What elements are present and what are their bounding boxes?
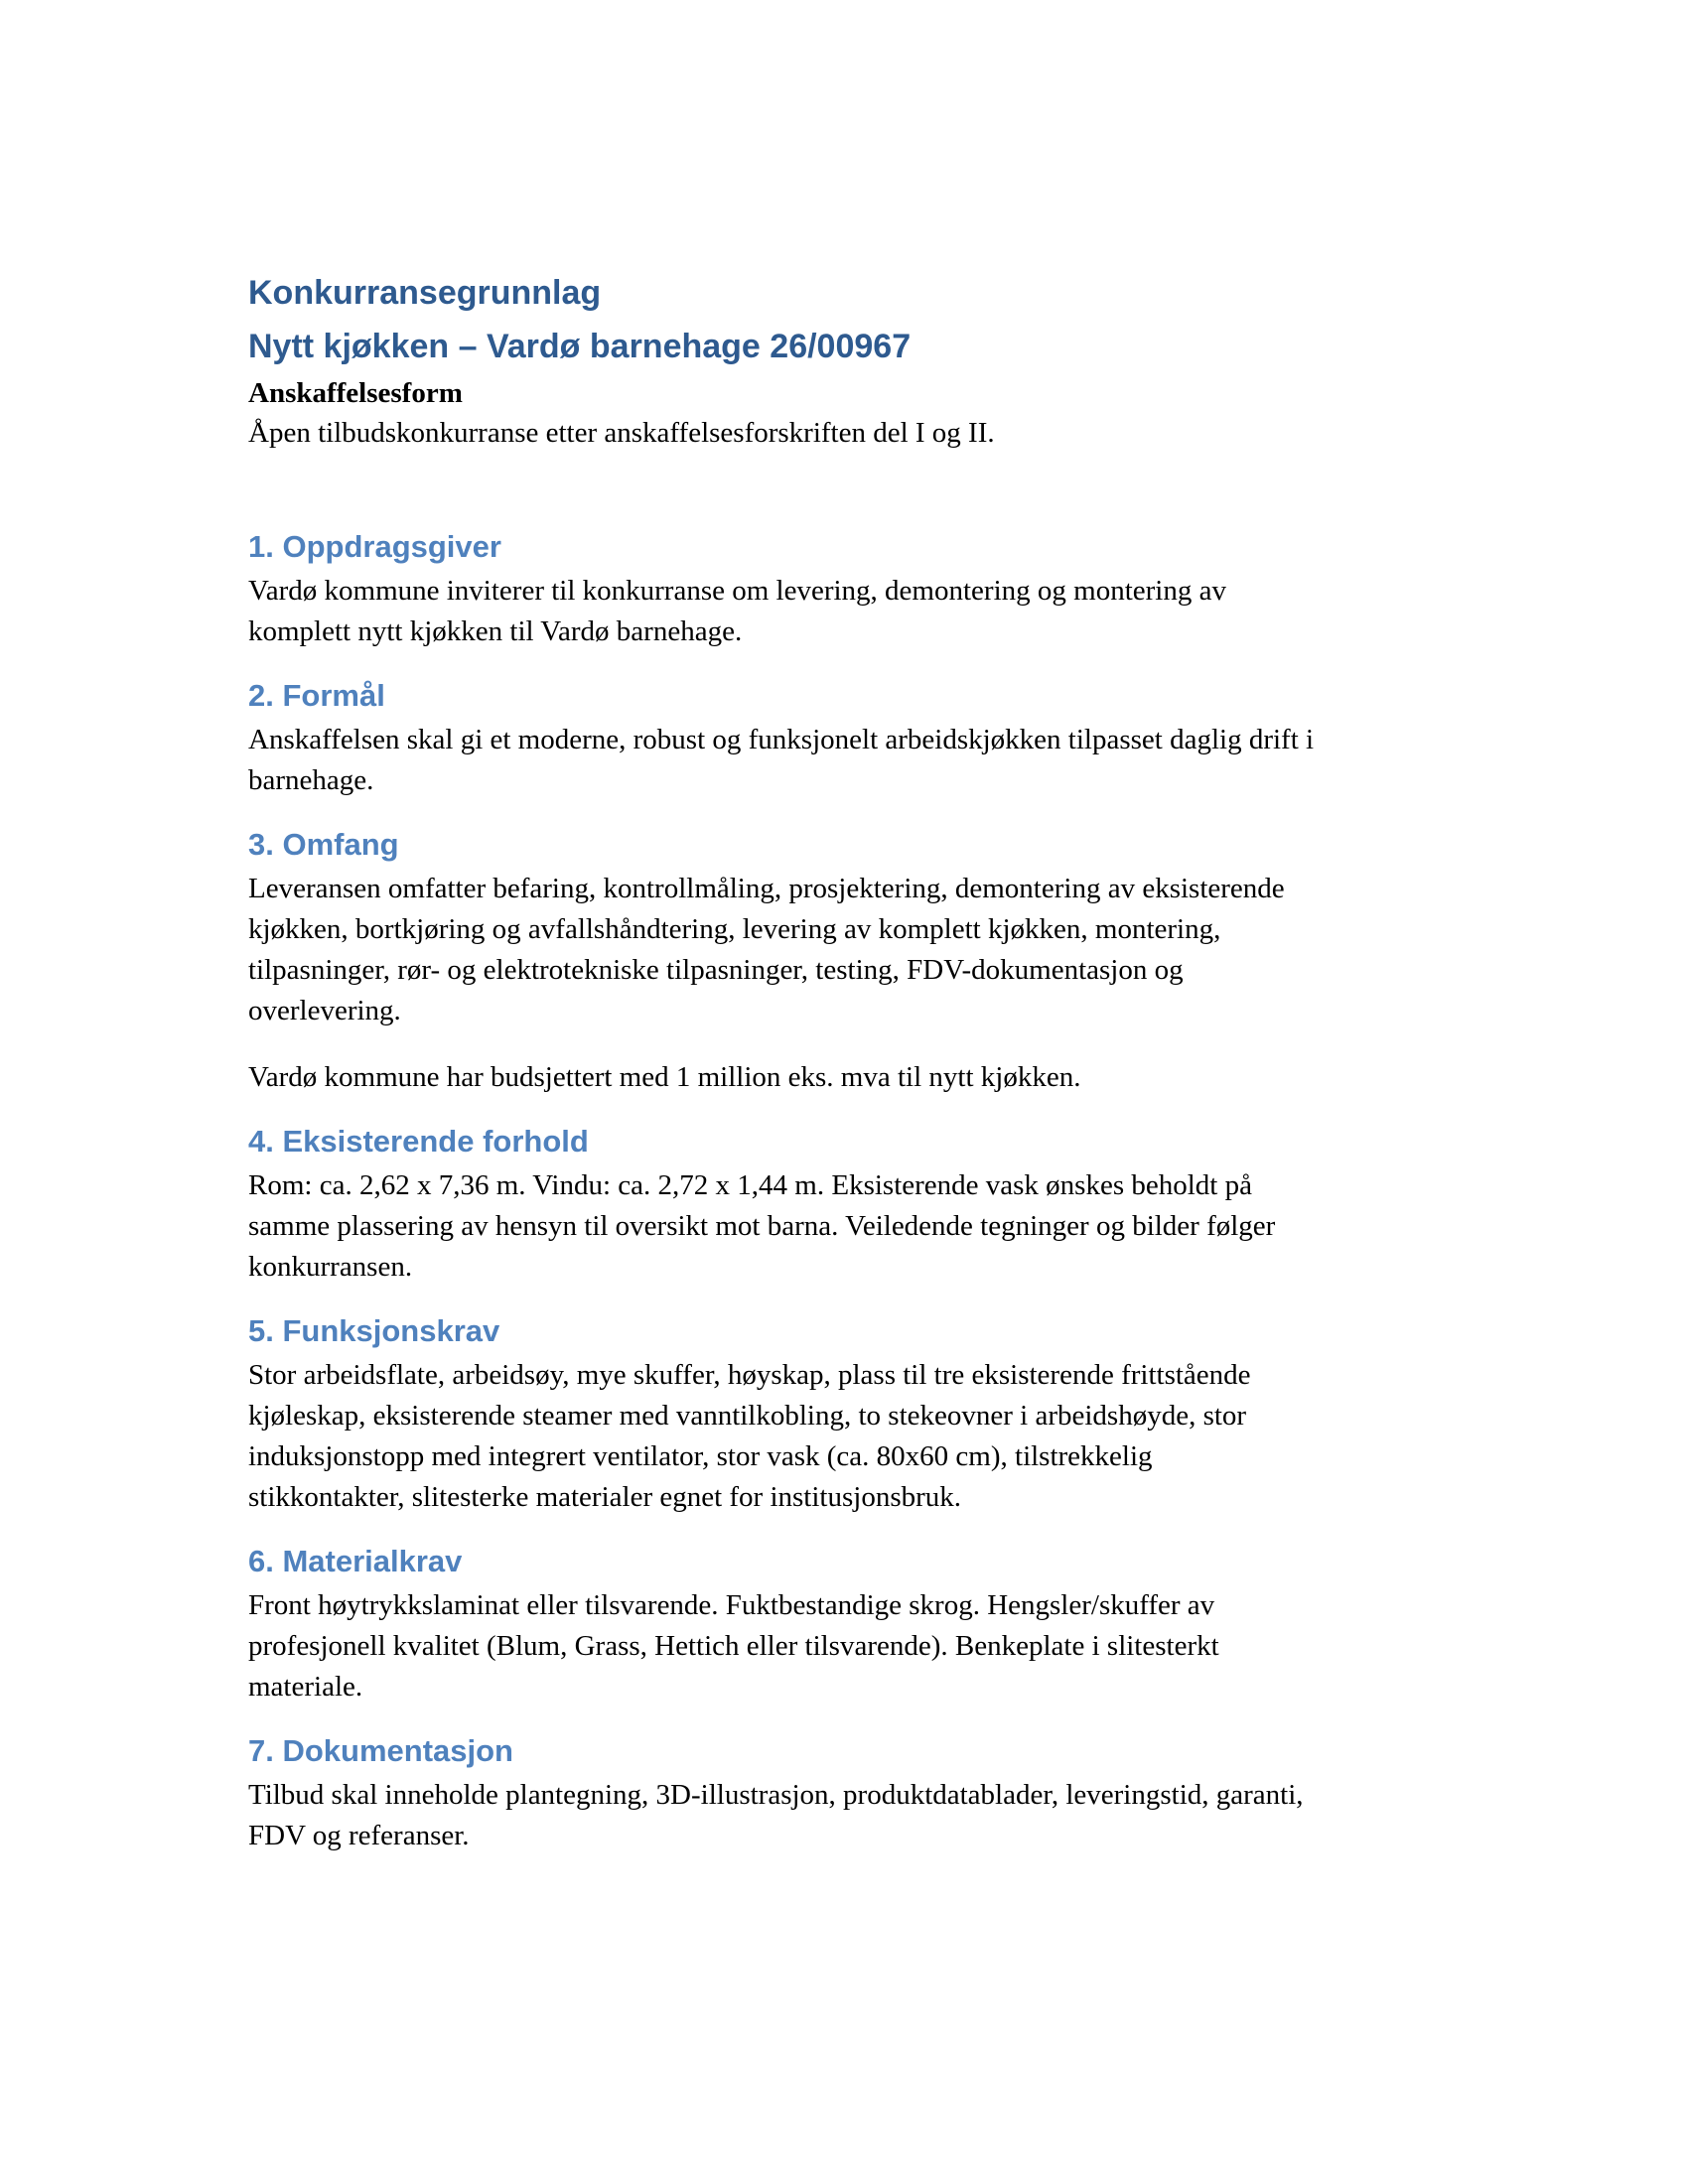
section-text-line: Leveransen omfatter befaring, kontrollmåling, prosjektering, demontering av eksisterende: [248, 873, 1285, 904]
procurement-label: Anskaffelsesform: [248, 377, 463, 409]
section-text-line: samme plassering av hensyn til oversikt mot barna. Veiledende tegninger og bilder følger: [248, 1210, 1276, 1242]
section-text-line: Tilbud skal inneholde plantegning, 3D-illustrasjon, produktdatablader, leveringstid, garanti,: [248, 1779, 1304, 1811]
section-text-line: tilpasninger, rør- og elektrotekniske tilpasninger, testing, FDV-dokumentasjon og: [248, 954, 1184, 986]
document-page: [248, 266, 1460, 1878]
section-heading: 4. Eksisterende forhold: [248, 1124, 589, 1159]
section-heading: 6. Materialkrav: [248, 1544, 463, 1578]
section-text-line: Stor arbeidsflate, arbeidsøy, mye skuffer, høyskap, plass til tre eksisterende frittstående: [248, 1359, 1251, 1391]
section-formal: [248, 674, 1460, 801]
section-text-line: materiale.: [248, 1671, 363, 1703]
document-title: Konkurransegrunnlag: [248, 274, 602, 312]
section-heading: 5. Funksjonskrav: [248, 1313, 500, 1348]
section-text-line: konkurransen.: [248, 1251, 413, 1283]
section-materialkrav: [248, 1540, 1460, 1707]
section-text-line: kjøleskap, eksisterende steamer med vanntilkobling, to stekeovner i arbeidshøyde, stor: [248, 1400, 1247, 1432]
section-text-line: induksjonstopp med integrert ventilator, stor vask (ca. 80x60 cm), tilstrekkelig: [248, 1440, 1153, 1472]
document-subtitle: Nytt kjøkken – Vardø barnehage 26/00967: [248, 328, 912, 365]
spacer: [248, 454, 1460, 525]
section-eksisterende-forhold: [248, 1120, 1460, 1288]
section-omfang: [248, 823, 1460, 1098]
section-heading: 7. Dokumentasjon: [248, 1733, 513, 1768]
section-text-line: overlevering.: [248, 995, 401, 1026]
section-text-line: kjøkken, bortkjøring og avfallshåndtering, levering av komplett kjøkken, montering,: [248, 913, 1221, 945]
section-text-line: Front høytrykkslaminat eller tilsvarende. Fuktbestandige skrog. Hengsler/skuffer av: [248, 1589, 1215, 1621]
section-text-line: Anskaffelsen skal gi et moderne, robust og funksjonelt arbeidskjøkken tilpasset daglig drift i: [248, 724, 1315, 755]
budget-text: Vardø kommune har budsjettert med 1 million eks. mva til nytt kjøkken.: [248, 1061, 1081, 1093]
section-text-line: komplett nytt kjøkken til Vardø barnehage.: [248, 615, 743, 647]
section-dokumentasjon: [248, 1729, 1460, 1856]
section-oppdragsgiver: [248, 525, 1460, 652]
section-text-line: Rom: ca. 2,62 x 7,36 m. Vindu: ca. 2,72 x 1,44 m. Eksisterende vask ønskes beholdt på: [248, 1169, 1252, 1201]
section-text-line: Vardø kommune inviterer til konkurranse om levering, demontering og montering av: [248, 575, 1226, 607]
section-text-line: profesjonell kvalitet (Blum, Grass, Hettich eller tilsvarende). Benkeplate i slitesterkt: [248, 1630, 1219, 1662]
section-heading: 2. Formål: [248, 678, 385, 713]
section-heading: 1. Oppdragsgiver: [248, 529, 501, 564]
spacer: [248, 1031, 1460, 1057]
section-heading: 3. Omfang: [248, 827, 399, 862]
section-text-line: barnehage.: [248, 764, 374, 796]
section-funksjonskrav: [248, 1309, 1460, 1518]
section-text-line: FDV og referanser.: [248, 1820, 470, 1851]
section-text-line: stikkontakter, slitesterke materialer egnet for institusjonsbruk.: [248, 1481, 962, 1513]
procurement-text: Åpen tilbudskonkurranse etter anskaffelsesforskriften del I og II.: [248, 417, 995, 449]
